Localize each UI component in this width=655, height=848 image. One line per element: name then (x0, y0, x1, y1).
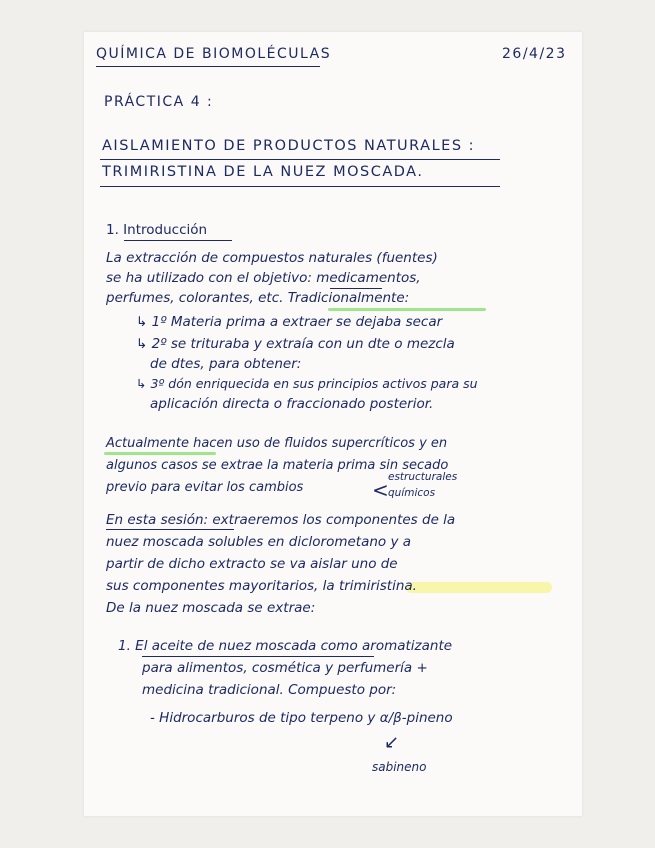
intro-p2-line3: previo para evitar los cambios (106, 480, 304, 495)
down-arrow-icon: ↙ (384, 732, 400, 753)
intro-p1-line1: La extracción de compuestos naturales (fuentes) (106, 250, 438, 266)
practica-label: PRÁCTICA 4 : (104, 94, 214, 110)
step-3-cont: aplicación directa o fraccionado posterior. (150, 396, 434, 412)
title-underline-2 (100, 186, 500, 187)
actualmente-highlight (104, 452, 216, 455)
intro-p2-line1: Actualmente hacen uso de fluidos supercríticos y en (106, 436, 448, 451)
date: 26/4/23 (502, 46, 567, 62)
intro-p2-line2: algunos casos se extrae la materia prima sin secado (106, 458, 449, 473)
intro-p1-line2: se ha utilizado con el objetivo: medicamentos, (106, 270, 421, 286)
item1-line4: - Hidrocarburos de tipo terpeno y α/β-pineno (150, 710, 453, 726)
trimiristina-highlight (406, 582, 552, 593)
subject-underline (96, 66, 320, 67)
aceite-underline (142, 656, 374, 657)
step-3: ↳ 3º dón enriquecida en sus principios activos para su (136, 376, 478, 391)
section-heading-underline (124, 240, 232, 241)
brace-option-1: estructurales (388, 471, 458, 483)
intro-p3-line5: De la nuez moscada se extrae: (106, 600, 316, 616)
intro-p3-line2: nuez moscada solubles en diclorometano y a (106, 534, 412, 550)
subject-title: QUÍMICA DE BIOMOLÉCULAS (96, 46, 332, 62)
section-heading: 1. Introducción (106, 222, 208, 238)
title-underline-1 (100, 159, 500, 160)
brace-option-2: químicos (388, 487, 436, 499)
brace-symbol: < (372, 478, 389, 502)
item1-line3: medicina tradicional. Compuesto por: (142, 682, 397, 698)
intro-p1-line3: perfumes, colorantes, etc. Tradicionalmente: (106, 290, 410, 306)
intro-p3-line1: En esta sesión: extraeremos los componentes de la (106, 512, 456, 528)
intro-p3-line3: partir de dicho extracto se va aislar uno de (106, 556, 398, 572)
step-2-cont: de dtes, para obtener: (150, 356, 302, 372)
intro-p3-line4: sus componentes mayoritarios, la trimiristina. (106, 578, 417, 594)
item1-line2: para alimentos, cosmética y perfumería + (142, 660, 428, 676)
title-line-2: TRIMIRISTINA DE LA NUEZ MOSCADA. (102, 164, 424, 180)
notebook-page (84, 32, 582, 816)
step-1: ↳ 1º Materia prima a extraer se dejaba secar (136, 314, 443, 330)
esta-sesion-underline (106, 529, 234, 530)
title-line-1: AISLAMIENTO DE PRODUCTOS NATURALES : (102, 138, 476, 154)
item1-line1: 1. El aceite de nuez moscada como aromatizante (118, 638, 453, 654)
step-2: ↳ 2º se trituraba y extraía con un dte o mezcla (136, 336, 455, 352)
tradicionalmente-highlight (328, 308, 486, 311)
item1-line5: sabineno (372, 760, 427, 774)
